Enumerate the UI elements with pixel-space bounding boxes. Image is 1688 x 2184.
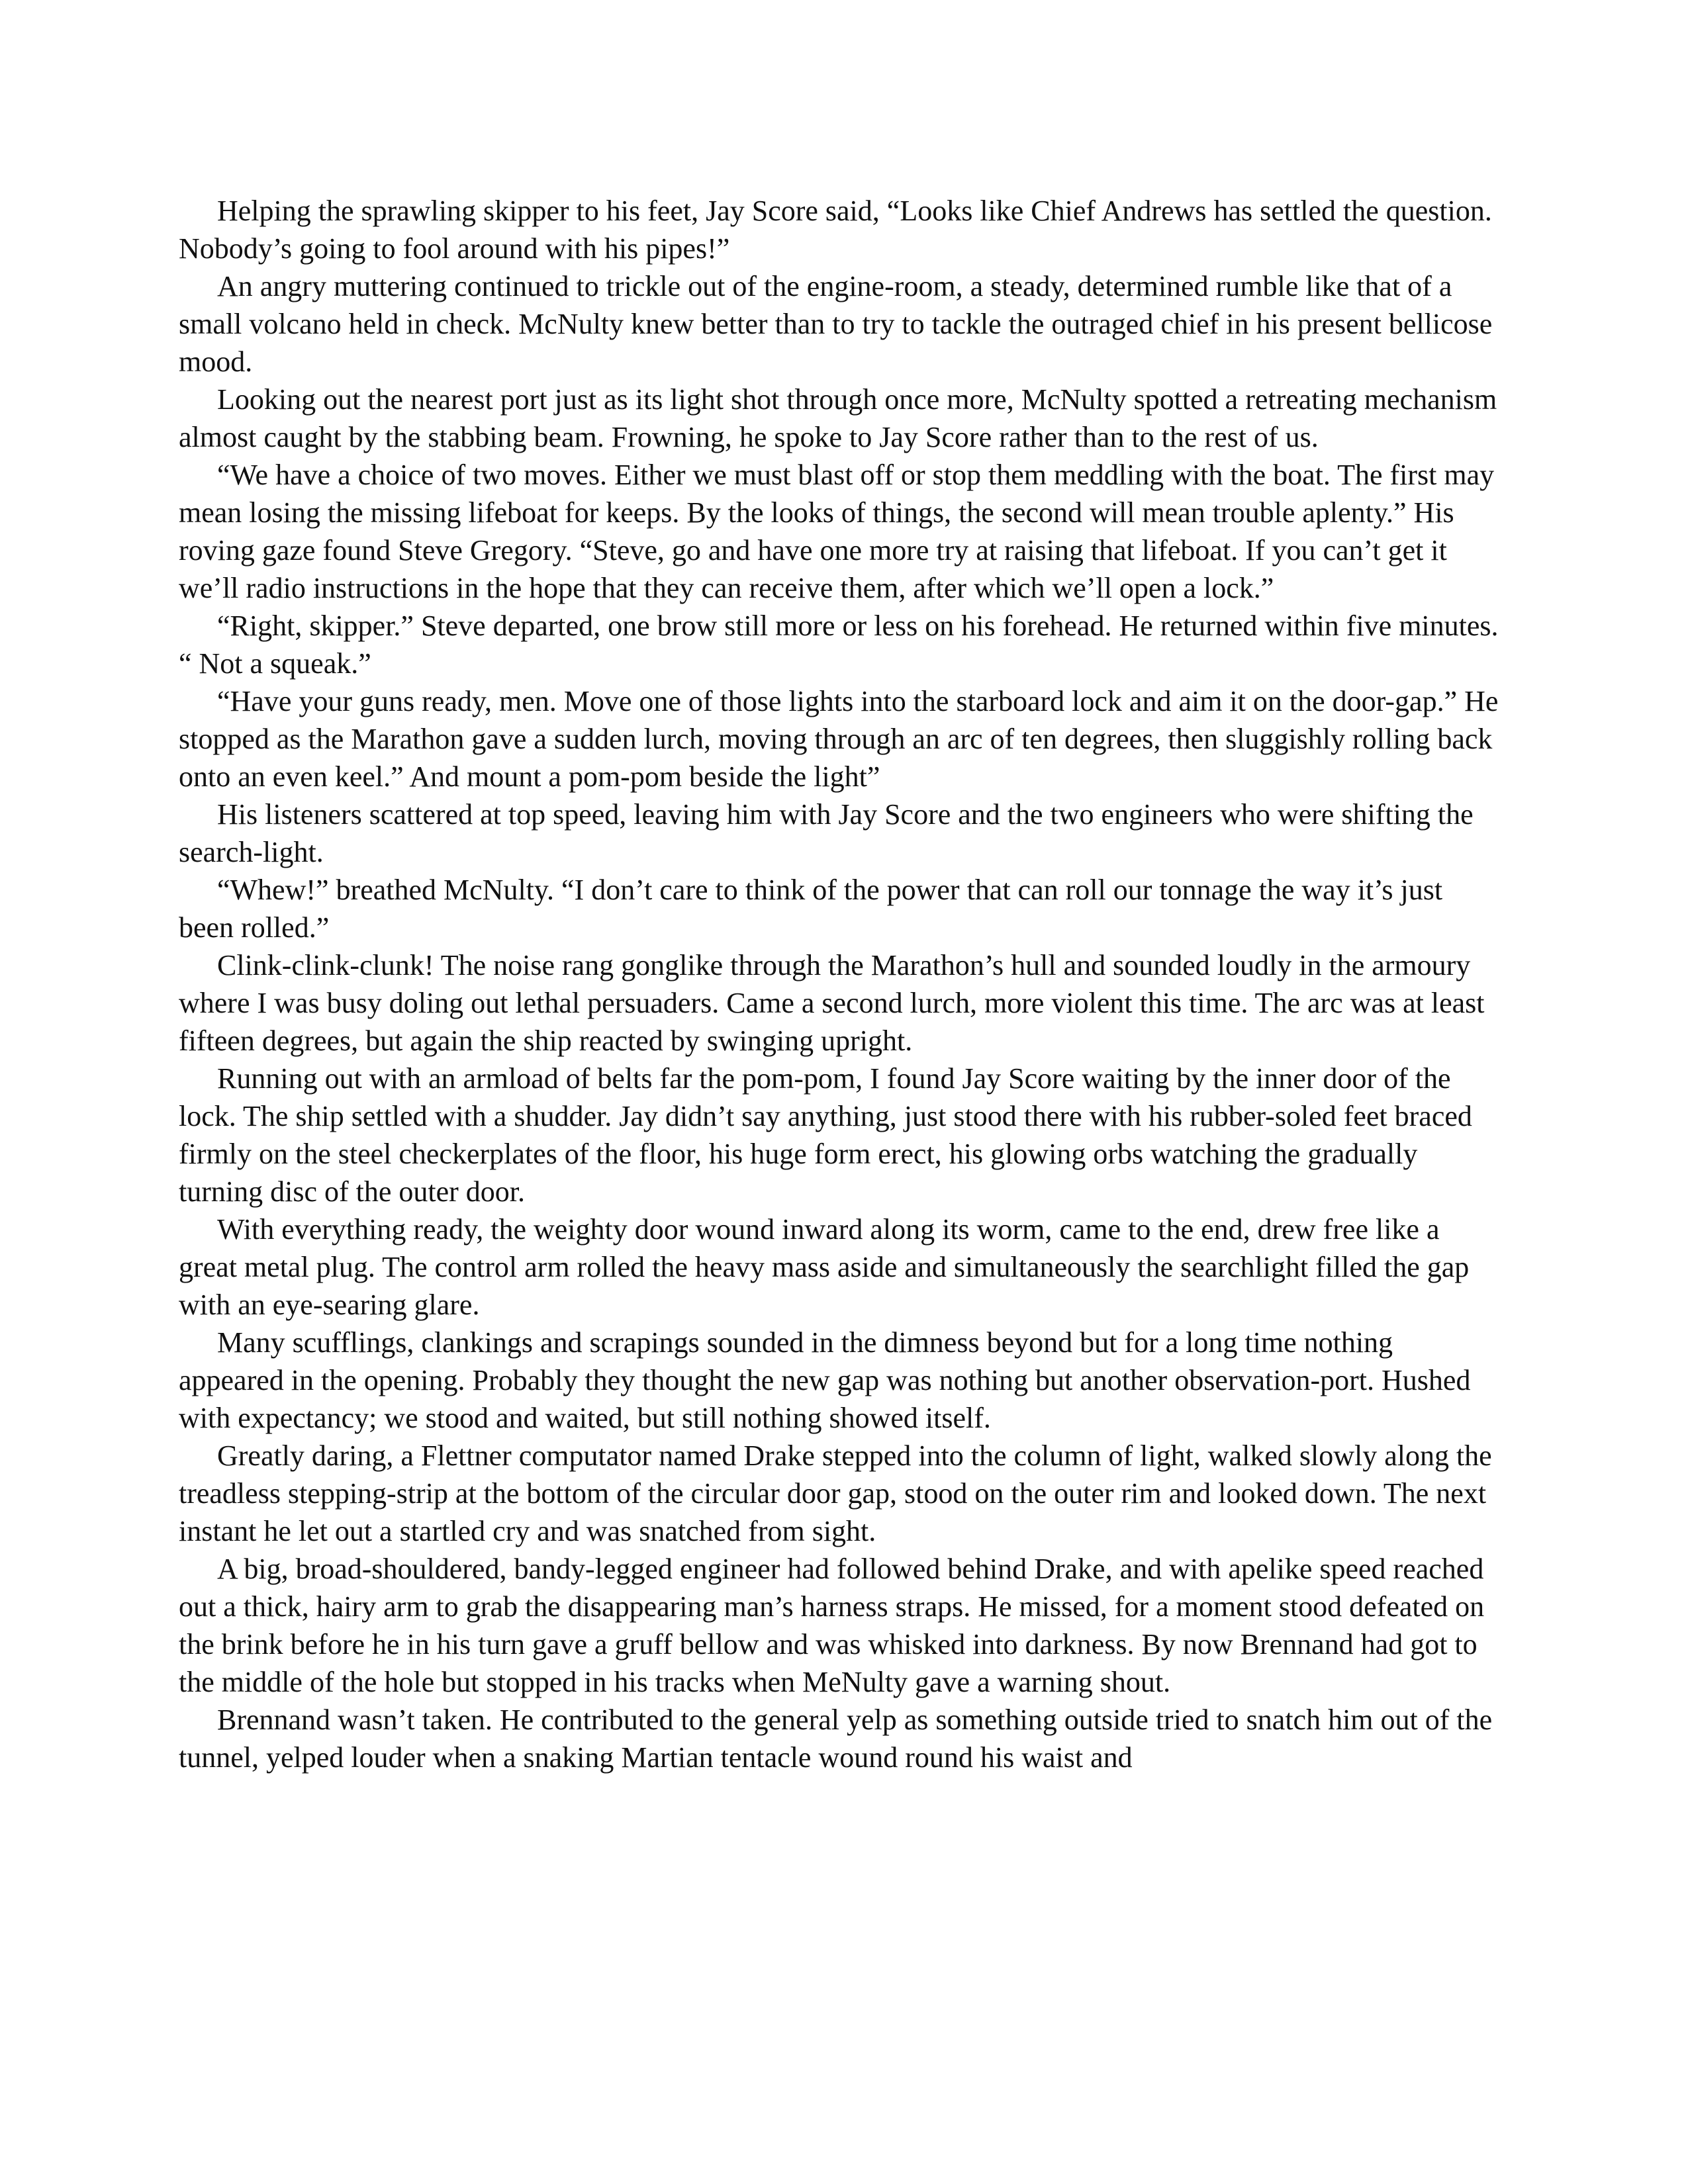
paragraph: “Right, skipper.” Steve departed, one brow still more or less on his forehead. He returned within five minutes. “ Not a squeak.” [179, 610, 1499, 680]
paragraph: Clink-clink-clunk! The noise rang gonglike through the Marathon’s hull and sounded loudly in the armoury where I was busy doling out lethal persuaders. Came a second lurch, more violent this time. The arc was at least fifteen degrees, but again the ship reacted by swinging upright. [179, 949, 1485, 1057]
paragraph: Helping the sprawling skipper to his feet, Jay Score said, “Looks like Chief Andrews has settled the question. Nobody’s going to fool around with his pipes!” [179, 195, 1492, 265]
paragraph: Running out with an armload of belts far the pom-pom, I found Jay Score waiting by the inner door of the lock. The ship settled with a shudder. Jay didn’t say anything, just stood there with his rubber-soled feet braced firmly on the steel checkerplates of the floor, his huge form erect, his glowing orbs watching the gradually turning disc of the outer door. [179, 1062, 1472, 1208]
paragraph: Brennand wasn’t taken. He contributed to the general yelp as something outside tried to snatch him out of the tunnel, yelped louder when a snaking Martian tentacle wound round his waist and [179, 1704, 1493, 1774]
book-page [179, 192, 1503, 2019]
paragraph: A big, broad-shouldered, bandy-legged engineer had followed behind Drake, and with apelike speed reached out a thick, hairy arm to grab the disappearing man’s harness straps. He missed, for a moment stood defeated on the brink before he in his turn gave a gruff bellow and was whisked into darkness. By now Brennand had got to the middle of the hole but stopped in his tracks when MeNulty gave a warning shout. [179, 1553, 1485, 1698]
paragraph: An angry muttering continued to trickle out of the engine-room, a steady, determined rumble like that of a small volcano held in check. McNulty knew better than to try to tackle the outraged chief in his present bellicose mood. [179, 270, 1493, 378]
paragraph: “Whew!” breathed McNulty. “I don’t care to think of the power that can roll our tonnage the way it’s just been rolled.” [179, 874, 1443, 944]
paragraph: Many scufflings, clankings and scrapings sounded in the dimness beyond but for a long time nothing appeared in the opening. Probably they thought the new gap was nothing but another observation-port. Hushed with expectancy; we stood and waited, but still nothing showed itself. [179, 1326, 1471, 1434]
paragraph: Looking out the nearest port just as its light shot through once more, McNulty spotted a retreating mechanism almost caught by the stabbing beam. Frowning, he spoke to Jay Score rather than to the rest of us. [179, 383, 1497, 453]
paragraph: Greatly daring, a Flettner computator named Drake stepped into the column of light, walked slowly along the treadless stepping-strip at the bottom of the circular door gap, stood on the outer rim and looked down. The next instant he let out a startled cry and was snatched from sight. [179, 1439, 1492, 1547]
paragraph: “We have a choice of two moves. Either we must blast off or stop them meddling with the boat. The first may mean losing the missing lifeboat for keeps. By the looks of things, the second will mean trouble aplenty.” His roving gaze found Steve Gregory. “Steve, go and have one more try at raising that lifeboat. If you can’t get it we’ll radio instructions in the hope that they can receive them, after which we’ll open a lock.” [179, 459, 1495, 604]
paragraph: With everything ready, the weighty door wound inward along its worm, came to the end, drew free like a great metal plug. The control arm rolled the heavy mass aside and simultaneously the searchlight filled the gap with an eye-searing glare. [179, 1213, 1470, 1321]
paragraph: “Have your guns ready, men. Move one of those lights into the starboard lock and aim it on the door-gap.” He stopped as the Marathon gave a sudden lurch, moving through an arc of ten degrees, then sluggishly rolling back onto an even keel.” And mount a pom-pom beside the light” [179, 685, 1499, 793]
paragraph: His listeners scattered at top speed, leaving him with Jay Score and the two engineers who were shifting the search-light. [179, 798, 1474, 868]
